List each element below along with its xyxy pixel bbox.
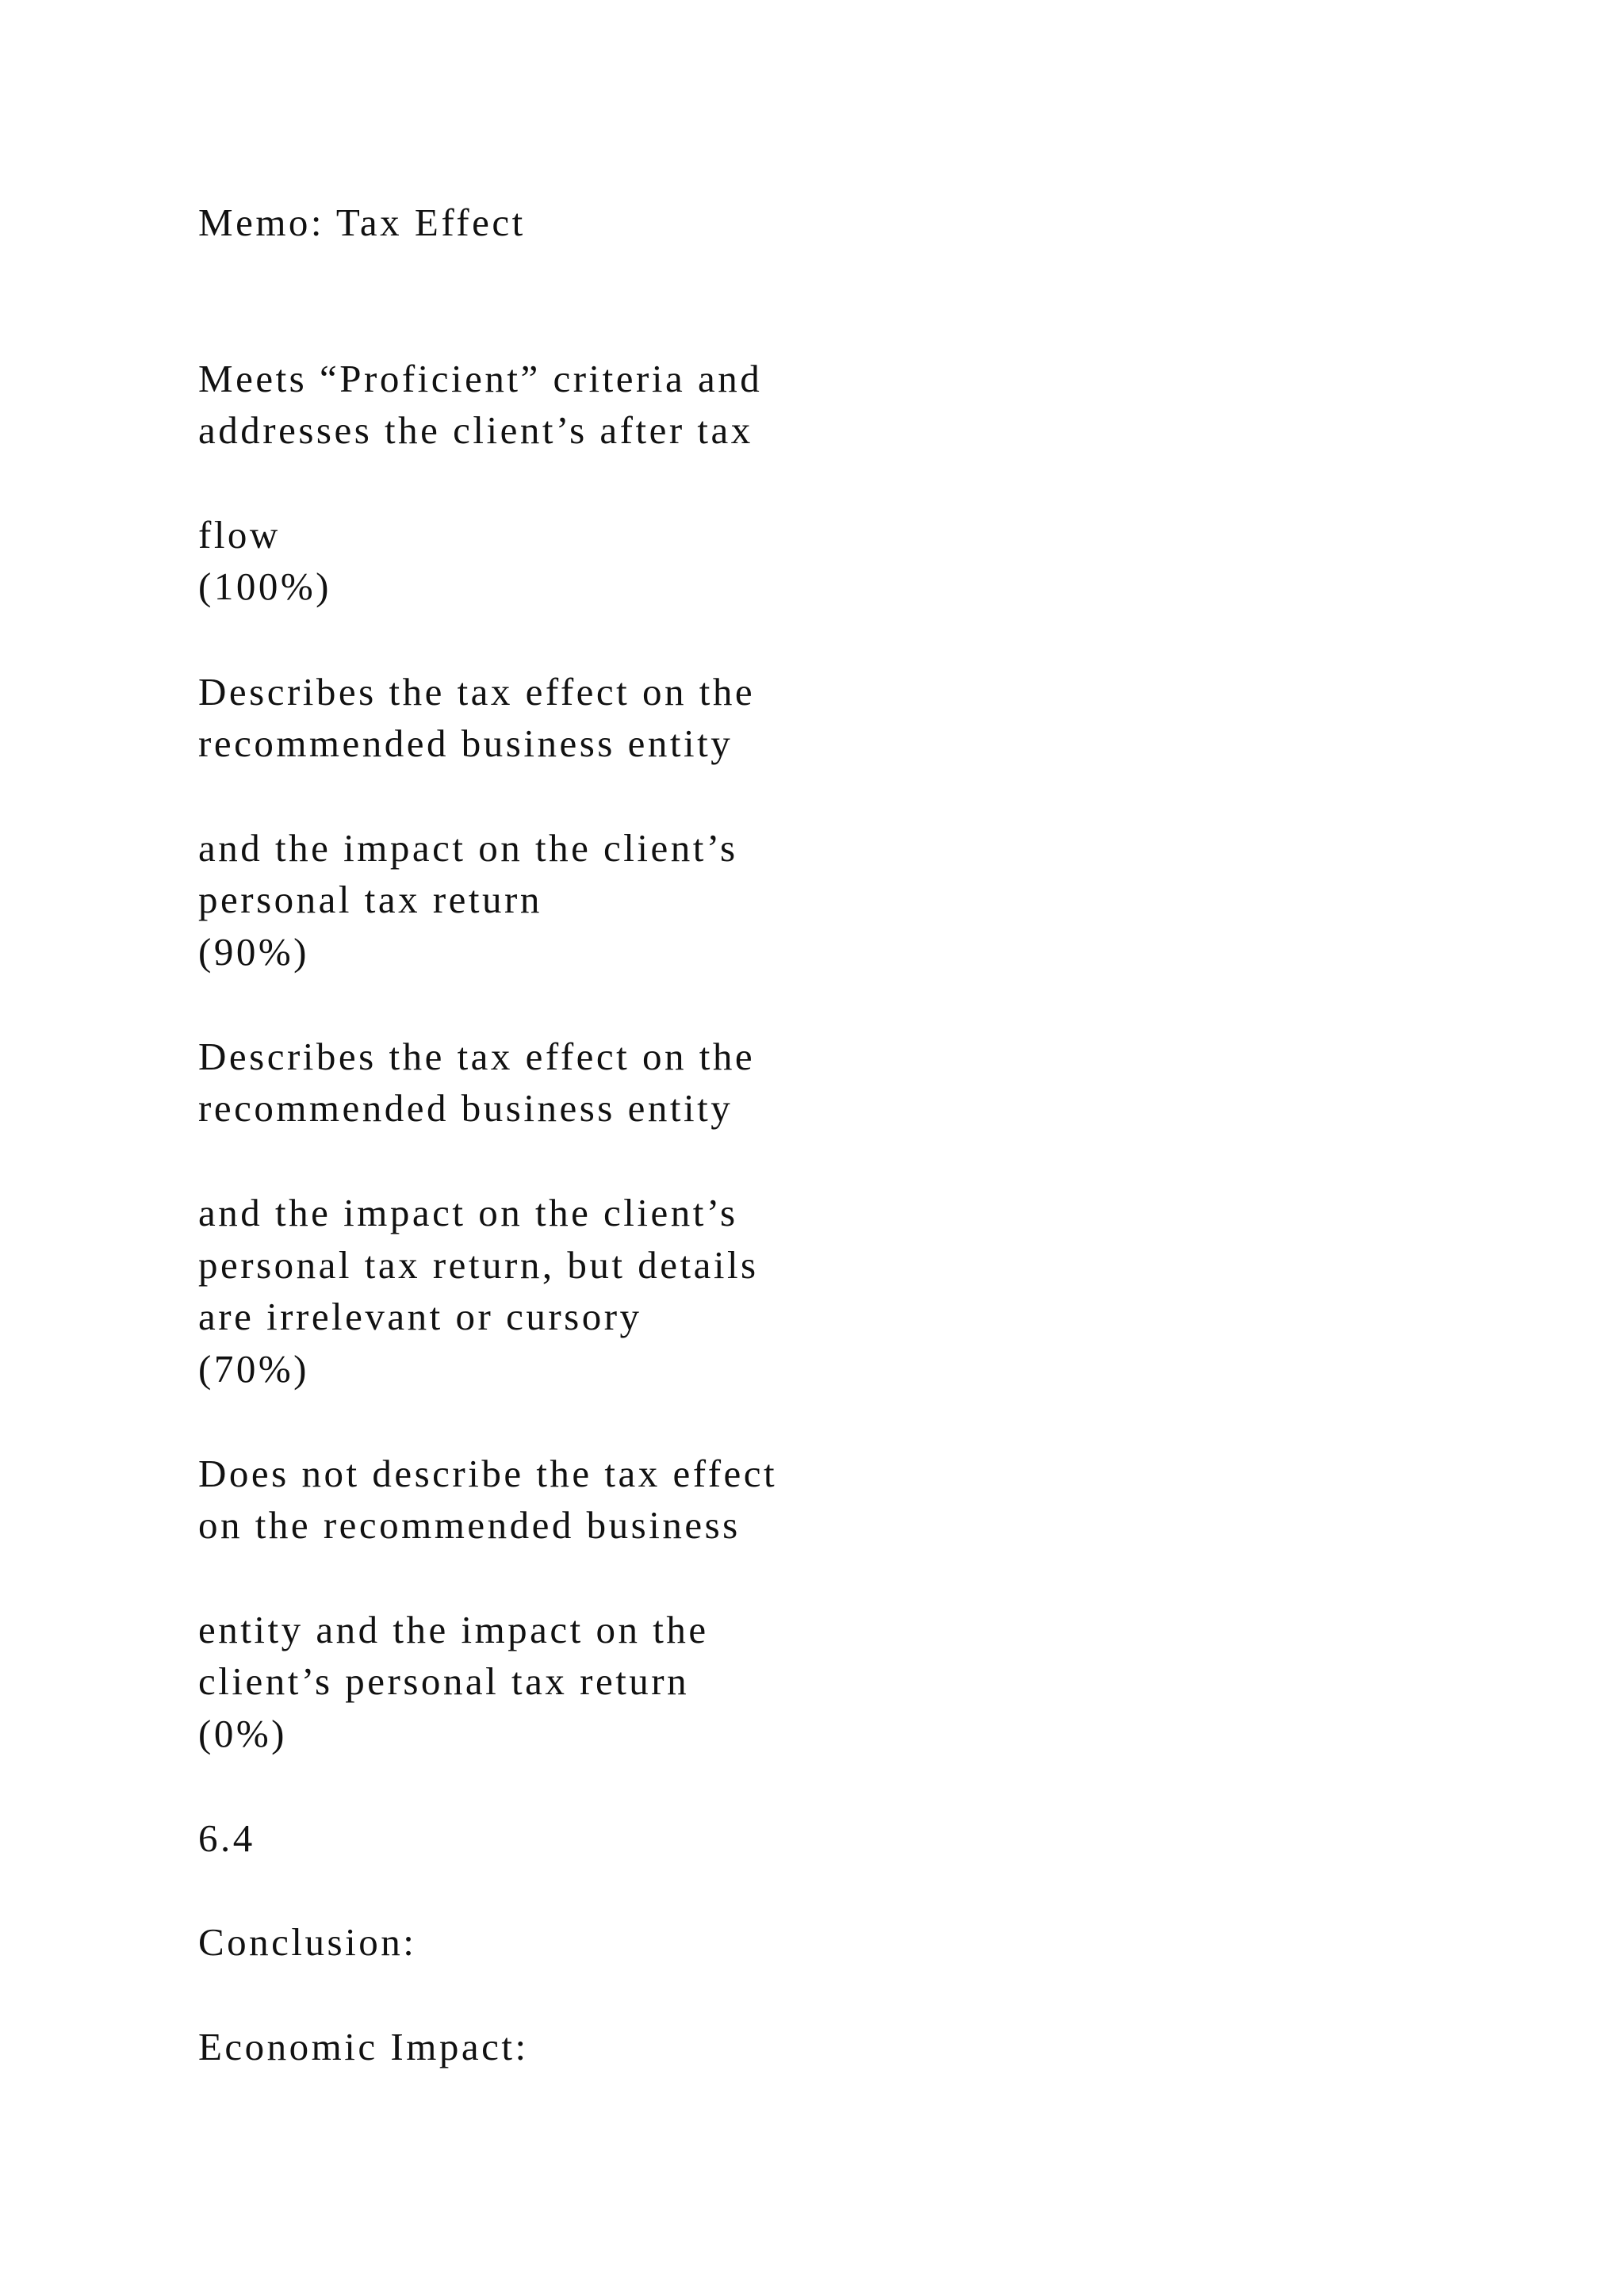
criterion-3-line-2: recommended business entity [198,1086,733,1130]
conclusion-label: Conclusion: [198,1920,417,1964]
criterion-2-score: (90%) [198,930,309,974]
criterion-4-line-2: on the recommended business [198,1503,741,1547]
criterion-4-line-4: client’s personal tax return [198,1659,690,1703]
criterion-4-score: (0%) [198,1712,287,1755]
criterion-4-line-1: Does not describe the tax effect [198,1452,778,1495]
criterion-4-line-3: entity and the impact on the [198,1608,709,1651]
criterion-1-score: (100%) [198,564,331,608]
criterion-1-line-1: Meets “Proficient” criteria and [198,357,763,400]
criterion-3-line-3: and the impact on the client’s [198,1191,738,1234]
criterion-3-score: (70%) [198,1347,309,1391]
criterion-3-line-4: personal tax return, but details [198,1243,759,1287]
criterion-3-line-5: are irrelevant or cursory [198,1295,642,1338]
criterion-3-line-1: Describes the tax effect on the [198,1035,756,1078]
criterion-2-line-1: Describes the tax effect on the [198,670,756,714]
points-value: 6.4 [198,1816,255,1860]
economic-impact-label: Economic Impact: [198,2025,529,2068]
memo-heading: Memo: Tax Effect [198,201,526,244]
criterion-1-line-2: addresses the client’s after tax [198,408,753,452]
criterion-2-line-3: and the impact on the client’s [198,826,738,870]
criterion-1-line-3: flow [198,513,281,557]
criterion-2-line-4: personal tax return [198,878,542,921]
criterion-2-line-2: recommended business entity [198,721,733,765]
